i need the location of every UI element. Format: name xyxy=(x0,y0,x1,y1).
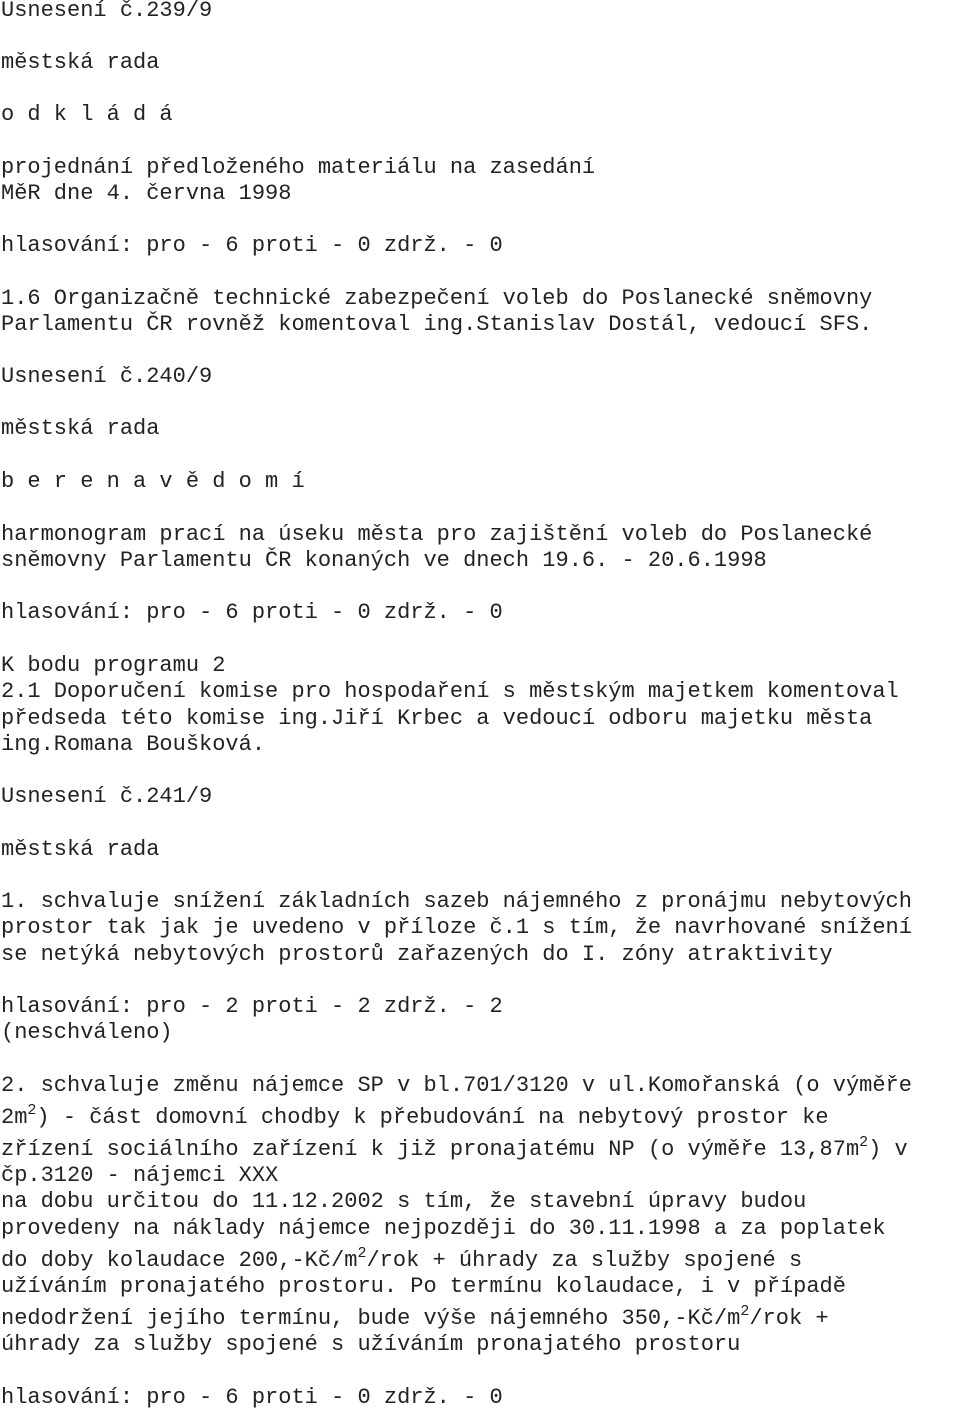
resolution-point-line: 1. schvaluje snížení základních sazeb nájemného z pronájmu nebytových xyxy=(1,889,912,914)
resolution-body: městská rada xyxy=(1,837,160,862)
vote-result: hlasování: pro - 6 proti - 0 zdrž. - 0 xyxy=(1,233,503,258)
resolution-verb: o d k l á d á xyxy=(1,102,173,127)
resolution-point-line: na dobu určitou do 11.12.2002 s tím, že stavební úpravy budou xyxy=(1,1189,807,1214)
resolution-heading: Usnesení č.241/9 xyxy=(1,784,213,809)
resolution-point-line: prostor tak jak je uvedeno v příloze č.1 s tím, že navrhované snížení xyxy=(1,915,912,940)
resolution-heading: Usnesení č.239/9 xyxy=(1,0,213,23)
resolution-point-line: čp.3120 - nájemci XXX xyxy=(1,1163,279,1188)
resolution-text-line: MěR dne 4. června 1998 xyxy=(1,181,292,206)
resolution-verb: b e r e n a v ě d o m í xyxy=(1,469,305,494)
resolution-heading: Usnesení č.240/9 xyxy=(1,364,213,389)
resolution-text-line: harmonogram prací na úseku města pro zajištění voleb do Poslanecké xyxy=(1,522,873,547)
resolution-body: městská rada xyxy=(1,50,160,75)
resolution-point-line: 2. schvaluje změnu nájemce SP v bl.701/3120 v ul.Komořanská (o výměře xyxy=(1,1073,912,1098)
vote-result: hlasování: pro - 6 proti - 0 zdrž. - 0 xyxy=(1,1385,503,1410)
program-point-line: předseda této komise ing.Jiří Krbec a vedoucí odboru majetku města xyxy=(1,706,873,731)
agenda-item-line: 1.6 Organizačně technické zabezpečení voleb do Poslanecké sněmovny xyxy=(1,286,873,311)
resolution-point-line: provedeny na náklady nájemce nejpozději do 30.11.1998 a za poplatek xyxy=(1,1216,886,1241)
resolution-point-line: do doby kolaudace $200,-Kč/m^2$/rok + úhrady za služby spojené s xyxy=(1,1245,803,1273)
resolution-point-line: úhrady za služby spojené s užíváním pronajatého prostoru xyxy=(1,1332,741,1357)
resolution-text-line: projednání předloženého materiálu na zasedání xyxy=(1,155,596,180)
program-point-line: 2.1 Doporučení komise pro hospodaření s městským majetkem komentoval xyxy=(1,679,899,704)
resolution-point-line: $2m^2$) - část domovní chodby k přebudování na nebytový prostor ke xyxy=(1,1102,829,1130)
resolution-text-line: sněmovny Parlamentu ČR konaných ve dnech 19.6. - 20.6.1998 xyxy=(1,548,767,573)
vote-result: hlasování: pro - 6 proti - 0 zdrž. - 0 xyxy=(1,600,503,625)
program-point-line: ing.Romana Boušková. xyxy=(1,732,266,757)
resolution-point-line: užíváním pronajatého prostoru. Po termínu kolaudace, i v případě xyxy=(1,1274,846,1299)
agenda-item-line: Parlamentu ČR rovněž komentoval ing.Stanislav Dostál, vedoucí SFS. xyxy=(1,312,873,337)
resolution-point-line: nedodržení jejího termínu, bude výše nájemného $350,-Kč/m^2$/rok + xyxy=(1,1303,829,1331)
resolution-point-line: zřízení sociálního zařízení k již pronajatému NP (o výměře $13,87m^2$) v xyxy=(1,1134,908,1162)
resolution-body: městská rada xyxy=(1,416,160,441)
program-point-title: K bodu programu 2 xyxy=(1,653,226,678)
resolution-point-line: se netýká nebytových prostorů zařazených do I. zóny atraktivity xyxy=(1,942,833,967)
vote-result: hlasování: pro - 2 proti - 2 zdrž. - 2 xyxy=(1,994,503,1019)
vote-outcome: (neschváleno) xyxy=(1,1020,173,1045)
